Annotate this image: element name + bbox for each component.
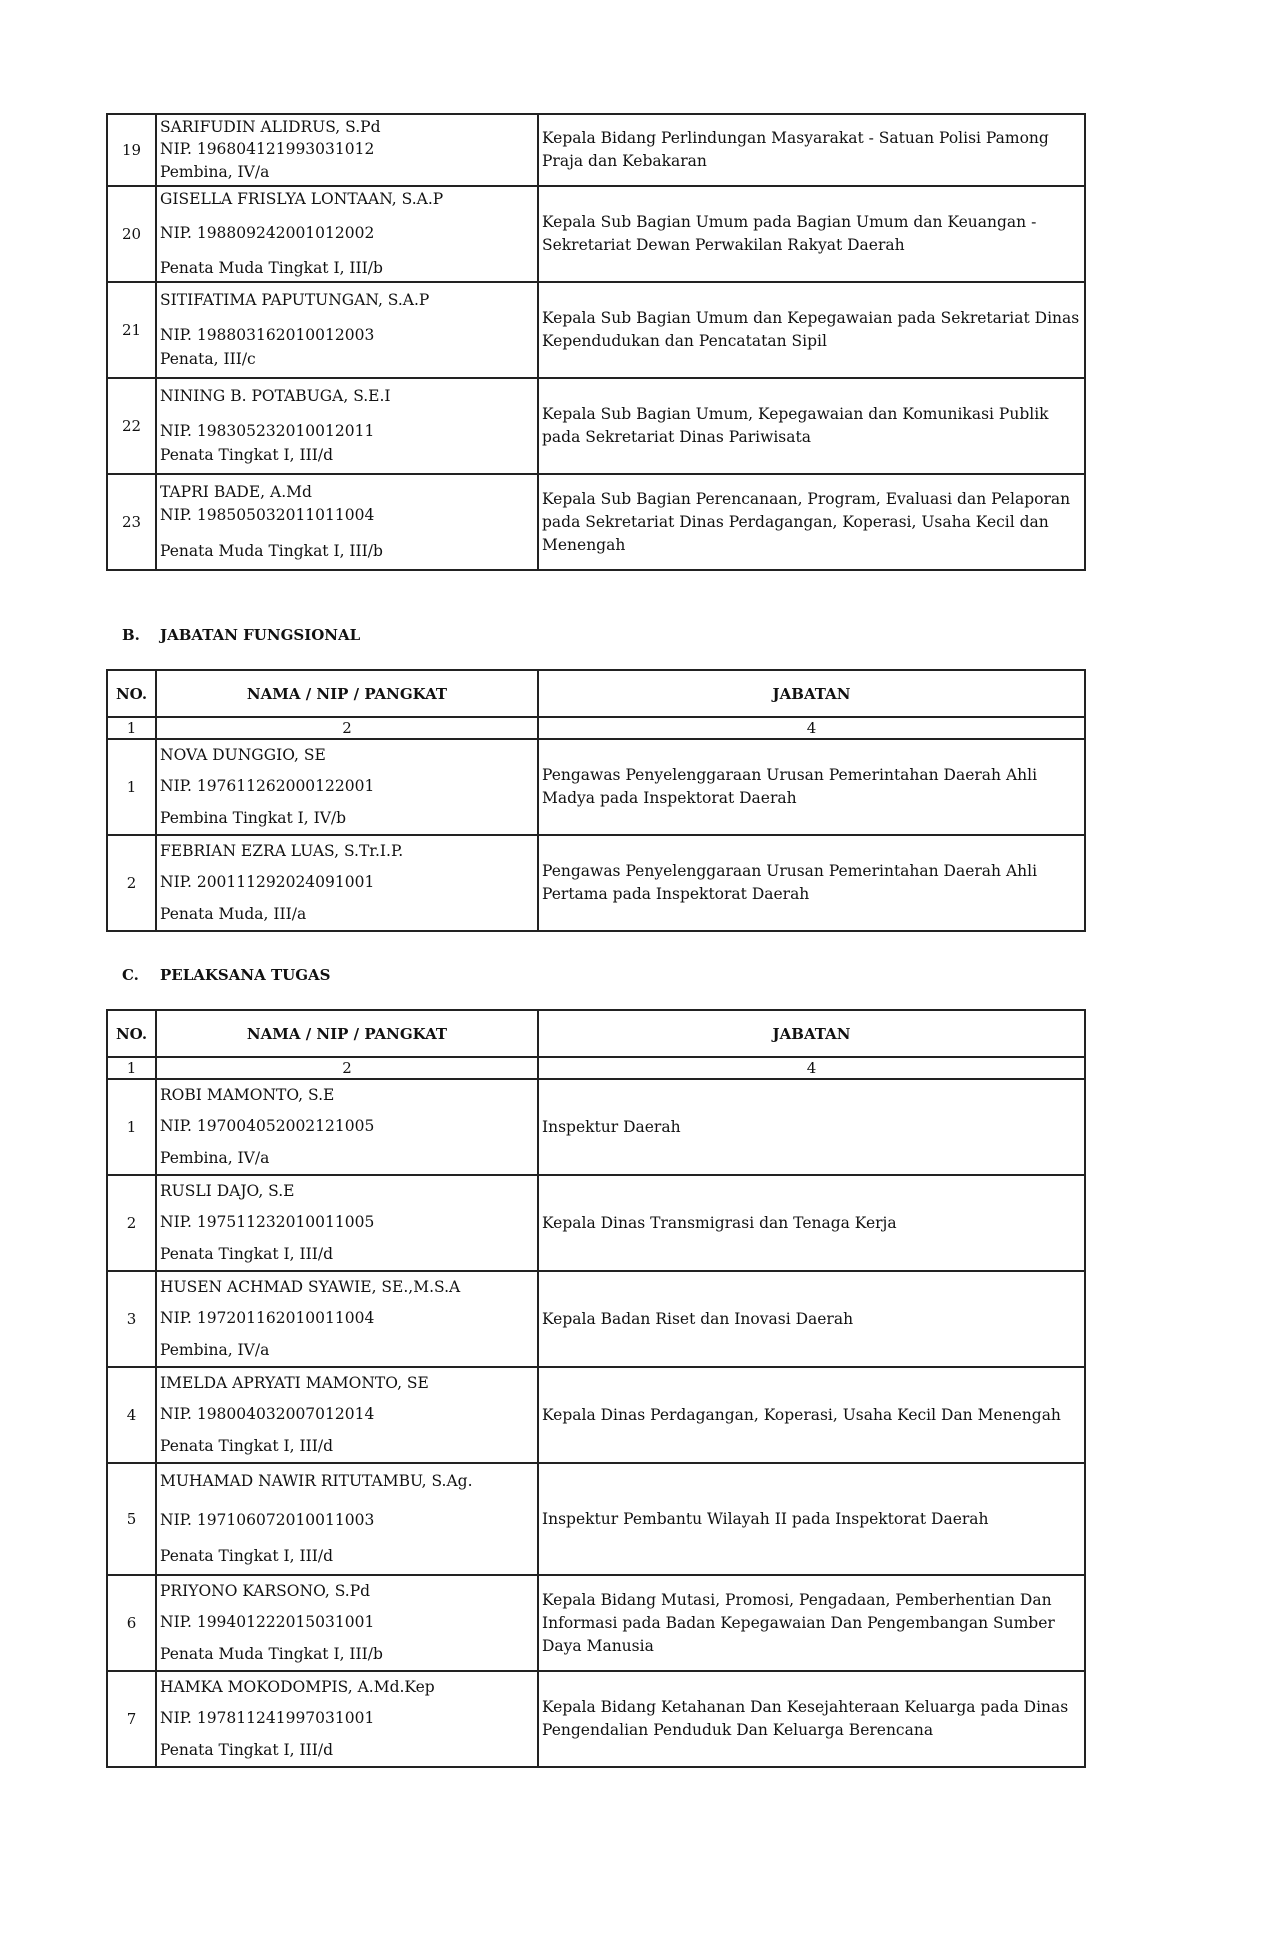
column-index-row bbox=[107, 1057, 1085, 1079]
name-nip-pangkat bbox=[156, 1463, 538, 1575]
jabatan: Pengawas Penyelenggaraan Urusan Pemerintahan Daerah Ahli Madya pada Inspektorat Daerah bbox=[538, 739, 1085, 835]
table-row bbox=[107, 1575, 1085, 1671]
row-number: 22 bbox=[107, 378, 156, 474]
table-row bbox=[107, 1367, 1085, 1463]
row-number: 2 bbox=[107, 835, 156, 931]
row-number: 1 bbox=[107, 1079, 156, 1175]
employee-pangkat: Pembina, IV/a bbox=[160, 1340, 270, 1359]
employee-nip: NIP. 197004052002121005 bbox=[160, 1117, 375, 1136]
jabatan: Kepala Dinas Perdagangan, Koperasi, Usaha Kecil Dan Menengah bbox=[538, 1367, 1085, 1463]
employee-pangkat: Penata Muda Tingkat I, III/b bbox=[160, 1644, 383, 1663]
employee-pangkat: Penata Muda Tingkat I, III/b bbox=[160, 258, 383, 277]
name-nip-pangkat bbox=[156, 1367, 538, 1463]
column-header-name: NAMA / NIP / PANGKAT bbox=[156, 670, 538, 717]
table-header-row bbox=[107, 670, 1085, 717]
row-number: 23 bbox=[107, 474, 156, 570]
name-nip-pangkat bbox=[156, 282, 538, 378]
employee-nip: NIP. 197201162010011004 bbox=[160, 1309, 375, 1328]
section-title: JABATAN FUNGSIONAL bbox=[160, 626, 361, 644]
column-index: 2 bbox=[156, 717, 538, 739]
jabatan: Kepala Bidang Mutasi, Promosi, Pengadaan, Pemberhentian Dan Informasi pada Badan Kepegawaian Dan Pengembangan Sumber Daya Manusia bbox=[538, 1575, 1085, 1671]
name-nip-pangkat bbox=[156, 1575, 538, 1671]
table-row bbox=[107, 474, 1085, 570]
row-number: 7 bbox=[107, 1671, 156, 1767]
jabatan: Kepala Sub Bagian Umum pada Bagian Umum dan Keuangan - Sekretariat Dewan Perwakilan Rakyat Daerah bbox=[538, 186, 1085, 282]
row-number: 20 bbox=[107, 186, 156, 282]
table-row bbox=[107, 378, 1085, 474]
employee-name: PRIYONO KARSONO, S.Pd bbox=[160, 1581, 371, 1600]
employee-name: GISELLA FRISLYA LONTAAN, S.A.P bbox=[160, 189, 444, 208]
employee-pangkat: Penata, III/c bbox=[160, 349, 256, 368]
employee-pangkat: Penata Muda, III/a bbox=[160, 904, 307, 923]
table-row bbox=[107, 1175, 1085, 1271]
employee-nip: NIP. 198809242001012002 bbox=[160, 224, 375, 243]
jabatan: Kepala Sub Bagian Perencanaan, Program, Evaluasi dan Pelaporan pada Sekretariat Dinas Perdagangan, Koperasi, Usaha Kecil dan Menengah bbox=[538, 474, 1085, 570]
employee-nip: NIP. 200111292024091001 bbox=[160, 873, 375, 892]
row-number: 21 bbox=[107, 282, 156, 378]
row-number: 1 bbox=[107, 739, 156, 835]
employee-name: SITIFATIMA PAPUTUNGAN, S.A.P bbox=[160, 290, 430, 309]
jabatan: Kepala Bidang Ketahanan Dan Kesejahteraan Keluarga pada Dinas Pengendalian Penduduk Dan Keluarga Berencana bbox=[538, 1671, 1085, 1767]
employee-name: MUHAMAD NAWIR RITUTAMBU, S.Ag. bbox=[160, 1471, 473, 1490]
column-index: 2 bbox=[156, 1057, 538, 1079]
employee-nip: NIP. 197811241997031001 bbox=[160, 1709, 375, 1728]
employee-nip: NIP. 198505032011011004 bbox=[160, 506, 375, 525]
table-row bbox=[107, 282, 1085, 378]
employee-nip: NIP. 198004032007012014 bbox=[160, 1405, 375, 1424]
employee-nip: NIP. 197106072010011003 bbox=[160, 1511, 375, 1530]
column-index-row bbox=[107, 717, 1085, 739]
section-c-heading bbox=[122, 966, 331, 984]
table-header-row bbox=[107, 1010, 1085, 1057]
jabatan: Inspektur Pembantu Wilayah II pada Inspektorat Daerah bbox=[538, 1463, 1085, 1575]
row-number: 3 bbox=[107, 1271, 156, 1367]
table-row bbox=[107, 1463, 1085, 1575]
employee-name: TAPRI BADE, A.Md bbox=[160, 482, 312, 501]
name-nip-pangkat bbox=[156, 1079, 538, 1175]
employee-pangkat: Pembina, IV/a bbox=[160, 1148, 270, 1167]
employee-name: HUSEN ACHMAD SYAWIE, SE.,M.S.A bbox=[160, 1277, 461, 1296]
column-header-jabatan: JABATAN bbox=[538, 670, 1085, 717]
column-index: 1 bbox=[107, 1057, 156, 1079]
row-number: 4 bbox=[107, 1367, 156, 1463]
row-number: 19 bbox=[107, 114, 156, 186]
table-row bbox=[107, 835, 1085, 931]
jabatan: Pengawas Penyelenggaraan Urusan Pemerintahan Daerah Ahli Pertama pada Inspektorat Daerah bbox=[538, 835, 1085, 931]
employee-name: IMELDA APRYATI MAMONTO, SE bbox=[160, 1373, 429, 1392]
column-header-name: NAMA / NIP / PANGKAT bbox=[156, 1010, 538, 1057]
name-nip-pangkat bbox=[156, 739, 538, 835]
jabatan: Kepala Sub Bagian Umum dan Kepegawaian pada Sekretariat Dinas Kependudukan dan Pencatatan Sipil bbox=[538, 282, 1085, 378]
section-letter: B. bbox=[122, 626, 140, 644]
employee-pangkat: Penata Tingkat I, III/d bbox=[160, 1546, 334, 1565]
section-letter: C. bbox=[122, 966, 139, 984]
column-header-jabatan: JABATAN bbox=[538, 1010, 1085, 1057]
employee-name: NINING B. POTABUGA, S.E.I bbox=[160, 386, 391, 405]
employee-nip: NIP. 197511232010011005 bbox=[160, 1213, 375, 1232]
employee-name: FEBRIAN EZRA LUAS, S.Tr.I.P. bbox=[160, 841, 404, 860]
table-row bbox=[107, 1671, 1085, 1767]
name-nip-pangkat bbox=[156, 1175, 538, 1271]
name-nip-pangkat bbox=[156, 474, 538, 570]
row-number: 5 bbox=[107, 1463, 156, 1575]
table-row bbox=[107, 186, 1085, 282]
employee-name: RUSLI DAJO, S.E bbox=[160, 1181, 295, 1200]
employee-nip: NIP. 199401222015031001 bbox=[160, 1613, 375, 1632]
name-nip-pangkat bbox=[156, 186, 538, 282]
column-index: 4 bbox=[538, 717, 1085, 739]
employee-name: NOVA DUNGGIO, SE bbox=[160, 745, 326, 764]
employee-pangkat: Pembina, IV/a bbox=[160, 162, 270, 181]
employee-nip: NIP. 196804121993031012 bbox=[160, 140, 375, 159]
column-header-no: NO. bbox=[107, 670, 156, 717]
employee-name: HAMKA MOKODOMPIS, A.Md.Kep bbox=[160, 1677, 435, 1696]
column-index: 1 bbox=[107, 717, 156, 739]
name-nip-pangkat bbox=[156, 378, 538, 474]
employee-pangkat: Penata Tingkat I, III/d bbox=[160, 1244, 334, 1263]
employee-nip: NIP. 198803162010012003 bbox=[160, 326, 375, 345]
name-nip-pangkat bbox=[156, 1671, 538, 1767]
employee-name: SARIFUDIN ALIDRUS, S.Pd bbox=[160, 117, 381, 136]
jabatan: Kepala Bidang Perlindungan Masyarakat - Satuan Polisi Pamong Praja dan Kebakaran bbox=[538, 114, 1085, 186]
jabatan: Kepala Dinas Transmigrasi dan Tenaga Kerja bbox=[538, 1175, 1085, 1271]
table-row bbox=[107, 1079, 1085, 1175]
section-b-heading bbox=[122, 626, 360, 644]
section-title: PELAKSANA TUGAS bbox=[160, 966, 331, 984]
employee-nip: NIP. 198305232010012011 bbox=[160, 422, 375, 441]
employee-pangkat: Penata Muda Tingkat I, III/b bbox=[160, 541, 383, 560]
employee-pangkat: Penata Tingkat I, III/d bbox=[160, 1436, 334, 1455]
jabatan: Kepala Badan Riset dan Inovasi Daerah bbox=[538, 1271, 1085, 1367]
table-row bbox=[107, 739, 1085, 835]
table-row bbox=[107, 1271, 1085, 1367]
employee-nip: NIP. 197611262000122001 bbox=[160, 777, 375, 796]
name-nip-pangkat bbox=[156, 114, 538, 186]
table-section-a bbox=[106, 113, 1086, 571]
jabatan: Inspektur Daerah bbox=[538, 1079, 1085, 1175]
table-row bbox=[107, 114, 1085, 186]
row-number: 6 bbox=[107, 1575, 156, 1671]
employee-name: ROBI MAMONTO, S.E bbox=[160, 1085, 335, 1104]
column-index: 4 bbox=[538, 1057, 1085, 1079]
employee-pangkat: Pembina Tingkat I, IV/b bbox=[160, 808, 347, 827]
table-section-b bbox=[106, 669, 1086, 932]
row-number: 2 bbox=[107, 1175, 156, 1271]
column-header-no: NO. bbox=[107, 1010, 156, 1057]
name-nip-pangkat bbox=[156, 1271, 538, 1367]
employee-pangkat: Penata Tingkat I, III/d bbox=[160, 1740, 334, 1759]
jabatan: Kepala Sub Bagian Umum, Kepegawaian dan Komunikasi Publik pada Sekretariat Dinas Pariwisata bbox=[538, 378, 1085, 474]
employee-pangkat: Penata Tingkat I, III/d bbox=[160, 445, 334, 464]
name-nip-pangkat bbox=[156, 835, 538, 931]
table-section-c bbox=[106, 1009, 1086, 1768]
